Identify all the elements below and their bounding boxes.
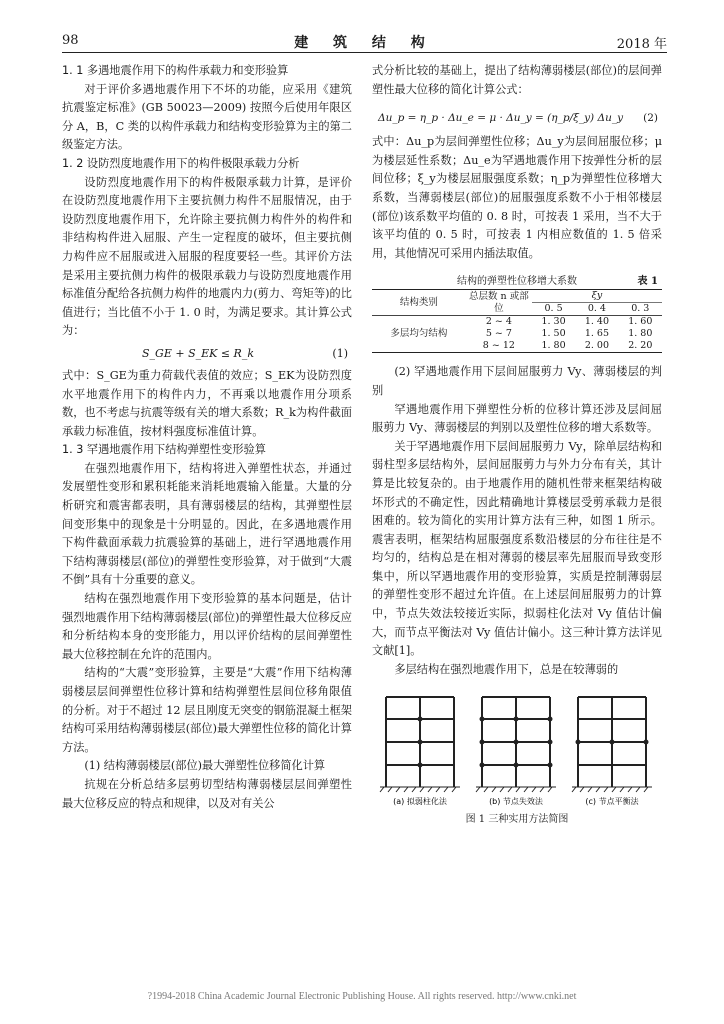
page-number: 98 [62, 33, 79, 48]
section-1-3-heading: 1. 3 罕遇地震作用下结构弹塑性变形验算 [62, 443, 266, 457]
table-cell: 2. 00 [575, 340, 618, 353]
table-row [372, 316, 662, 329]
subsection-2-paragraph-1: 罕遇地震作用下弹塑性分析的位移计算还涉及层间屈服剪力 Vy、薄弱楼层的判别以及塑性位移的增大系数等。 [372, 402, 662, 435]
subsection-2-paragraph-3: 多层结构在强烈地震作用下，总是在较薄弱的 [394, 662, 619, 676]
left-column [62, 62, 352, 813]
table-1 [372, 289, 662, 353]
section-1-3-paragraph-1: 在强烈地震作用下，结构将进入弹塑性状态，并通过发展塑性变形和累积耗能来消耗地震输入能量。大量的分析研究和震害都表明，具有薄弱楼层的结构，其弹塑性层间变形集中的现象是十分明显的。因此，在多遇地震作用下构件截面承载力抗震验算的基础上，进行罕遇地震作用下结构薄弱楼层(部位)的弹塑性变形验算，对于做到“大震不倒”具有十分重要的意义。 [62, 461, 352, 587]
table-xi-value: 0. 4 [575, 303, 618, 316]
section-1-3-paragraph-3: 结构的“大震”变形验算，主要是“大震”作用下结构薄弱楼层层间弹塑性位移计算和结构弹塑性层间位移角限值的分析。对于不超过 12 层且刚度无突变的钢筋混凝土框架结构可采用结构薄弱楼层(部位)最大弹塑性位移的简化计算方法。 [62, 666, 352, 754]
journal-year: 2018 年 [616, 37, 667, 52]
table-cell: 1. 50 [541, 328, 566, 340]
subsection-1-heading: (1) 结构薄弱楼层(部位)最大弹塑性位移简化计算 [84, 759, 326, 773]
formula-2 [372, 103, 662, 133]
table-cell: 1. 80 [628, 328, 653, 340]
figure-1-caption: 图 1 三种实用方法简图 [465, 814, 569, 826]
section-1-2-heading: 1. 2 设防烈度地震作用下的构件极限承载力分析 [62, 156, 300, 170]
table-cell: 1. 40 [584, 316, 609, 328]
table-header-xi: ξy [532, 290, 662, 303]
section-1-2-paragraph: 设防烈度地震作用下的构件极限承载力计算，是评价在设防烈度地震作用下主要抗侧力构件不屈服情况，由于设防烈度地震作用下，允许除主要抗侧力构件外的构件和非结构构件进入屈服、产生一定程度的破坏，但主要抗侧力构件应不屈服或进入屈服的程度要轻一些。其评价方法是采用主要抗侧力构件的极限承载力与设防烈度地震作用标准值分配给各抗侧力构件的地震内力(剪力、弯矩等)的比值进行；当比值不小于 1. 0 时，为满足要求。其计算公式为： [62, 175, 352, 338]
table-cell: 2. 20 [619, 340, 662, 353]
formula-1-expression: S_GE + S_EK ≤ R_k [142, 346, 255, 360]
table-header-row [372, 290, 662, 303]
table-cell: 2 ~ 4 [485, 316, 512, 328]
table-1-title [372, 273, 662, 289]
formula-1 [62, 343, 352, 365]
section-1-3-paragraph-2: 结构在强烈地震作用下变形验算的基本问题是，估计强烈地震作用下结构薄弱楼层(部位)的弹塑性最大位移反应和分析结构本身的变形能力，用以评价结构的层间弹塑性最大位移控制在允许的范围内。 [62, 592, 352, 661]
subsection-2-heading: (2) 罕遇地震作用下层间屈服剪力 Vy、薄弱楼层的判别 [372, 365, 662, 397]
figure-1 [372, 687, 662, 807]
page-header [62, 30, 667, 53]
figure-label-a: (a) 拟弱柱化法 [393, 797, 447, 807]
continued-paragraph: 式分析比较的基础上，提出了结构薄弱楼层(部位)的层间弹塑性最大位移的简化计算公式： [372, 64, 662, 96]
table-row-type: 多层均匀结构 [372, 316, 466, 353]
formula-2-explanation: 式中：Δu_p为层间弹塑性位移；Δu_y为层间屈服位移；μ为楼层延性系数；Δu_e为罕遇地震作用下按弹性分析的层间位移；ξ_y为楼层屈服强度系数；η_p为弹塑性位移增大系数，当薄弱楼层(部位)的屈服强度系数不小于相邻楼层(部位)该系数平均值的 0. 8 时，可按表 1 采用，当不大于该平均值的 0. 5 时，可按表 1 内相应数值的 1. 5 倍采用，其他情况可采用内插法取值。 [372, 135, 662, 260]
table-cell: 8 ~ 12 [466, 340, 532, 353]
table-header-type: 结构类别 [372, 290, 466, 316]
table-cell: 1. 30 [541, 316, 566, 328]
table-cell: 1. 65 [584, 328, 609, 340]
right-column [372, 62, 662, 830]
table-xi-value: 0. 5 [532, 303, 575, 316]
figure-label-c: (c) 节点平衡法 [585, 797, 639, 807]
figure-label-b: (b) 节点失效法 [489, 797, 543, 807]
formula-1-number: (1) [332, 346, 348, 360]
formula-2-number: (2) [643, 111, 658, 124]
formula-1-explanation: 式中：S_GE为重力荷载代表值的效应；S_EK为设防烈度水平地震作用下的构件内力，不再乘以地震作用分项系数，也不考虑与抗震等级有关的增大系数；R_k为构件截面承载力标准值，按材料强度标准值计算。 [62, 368, 352, 438]
table-header-layers: 总层数 n 或部位 [466, 290, 532, 316]
table-cell: 1. 60 [628, 316, 653, 328]
table-cell: 5 ~ 7 [485, 328, 512, 340]
subsection-2-paragraph-2: 关于罕遇地震作用下层间屈服剪力 Vy，除单层结构和弱柱型多层结构外，层间屈服剪力与外力分布有关，其计算是比较复杂的。由于地震作用的随机性带来框架结构破坏形式的不确定性，因此精确地计算楼层受剪承载力是很困难的。较为简化的实用计算方法有三种，如图 1 所示。震害表明，框架结构屈服强度系数沿楼层的分布往往是不均匀的，结构总是在相对薄弱的楼层率先屈服而导致变形集中，所以罕遇地震作用的变形验算，实质是控制薄弱层的弹塑性变形不超过允许值。在上述层间屈服剪力的计算中，节点失效法较接近实际，拟弱柱化法对 Vy 值估计偏大，而节点平衡法对 Vy 值估计偏小。这三种计算方法详见文献[1]。 [372, 439, 662, 658]
table-1-caption: 结构的弹塑性位移增大系数 [457, 276, 577, 288]
table-1-number: 表 1 [637, 276, 658, 288]
journal-title: 建 筑 结 构 [294, 35, 435, 51]
frame-supports [380, 787, 652, 792]
table-cell: 1. 80 [532, 340, 575, 353]
frame-diagrams [372, 687, 662, 807]
table-xi-value: 0. 3 [619, 303, 662, 316]
subsection-1-paragraph: 抗规在分析总结多层剪切型结构薄弱楼层层间弹塑性最大位移反应的特点和规律，以及对有关公 [62, 777, 352, 810]
copyright-footer: ?1994-2018 China Academic Journal Electronic Publishing House. All rights reserved. http://www.cnki.net [147, 991, 577, 1002]
section-1-1-paragraph: 对于评价多遇地震作用下不坏的功能，应采用《建筑抗震鉴定标准》(GB 50023—2009) 按照今后使用年限区分 A，B，C 类的以构件承载力和结构变形验算为主的第二级鉴定方法。 [62, 82, 352, 152]
formula-2-expression: Δu_p = η_p · Δu_e = μ · Δu_y = (η_p/ξ_y) Δu_y [378, 111, 624, 124]
section-1-1-heading: 1. 1 多遇地震作用下的构件承载力和变形验算 [62, 64, 289, 77]
